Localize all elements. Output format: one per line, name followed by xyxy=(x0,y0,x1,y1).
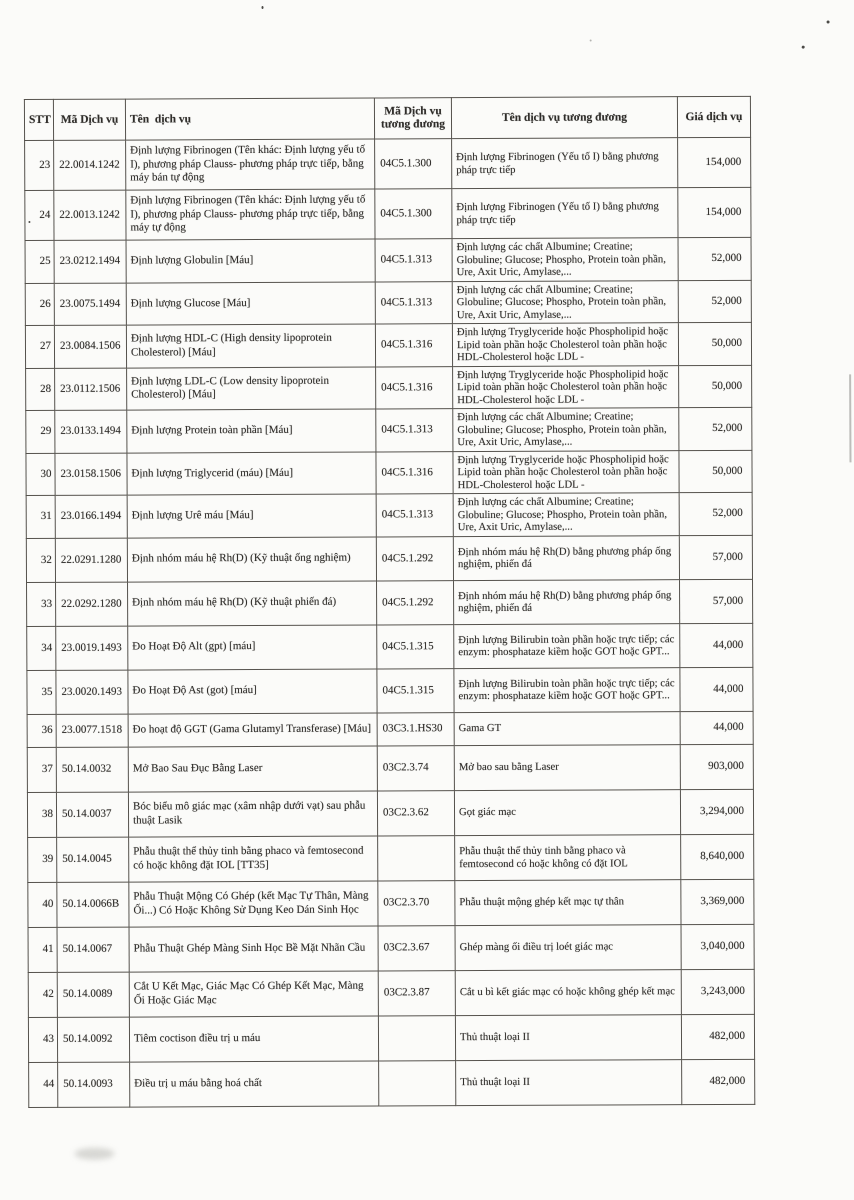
column-header-stt: STT xyxy=(24,99,53,140)
cell-service-name: Đo Hoạt Độ Alt (gpt) [máu] xyxy=(128,624,377,669)
cell-service-code: 23.0075.1494 xyxy=(54,283,126,326)
cell-equivalent-code: 04C5.1.315 xyxy=(377,668,454,712)
cell-equivalent-code: 04C5.1.300 xyxy=(375,189,452,239)
cell-price: 482,000 xyxy=(681,1014,754,1059)
cell-service-code: 22.0013.1242 xyxy=(54,190,126,240)
cell-service-code: 50.14.0092 xyxy=(57,1017,129,1062)
cell-equivalent-code: 04C5.1.300 xyxy=(375,139,452,189)
cell-service-code: 23.0158.1506 xyxy=(55,453,127,496)
cell-stt: 38 xyxy=(27,792,56,837)
cell-equivalent-code: 03C2.3.67 xyxy=(378,925,455,970)
cell-equivalent-name: Ghép màng ối điều trị loét giác mạc xyxy=(455,924,681,970)
cell-price: 44,000 xyxy=(680,623,753,667)
cell-service-name: Cắt U Kết Mạc, Giác Mạc Có Ghép Kết Mạc, Màng Ối Hoặc Giác Mạc xyxy=(129,970,378,1016)
cell-price: 50,000 xyxy=(678,322,751,365)
cell-price: 3,243,000 xyxy=(681,969,754,1014)
cell-price: 903,000 xyxy=(680,744,753,789)
cell-stt: 37 xyxy=(27,747,56,792)
cell-equivalent-name: Định nhóm máu hệ Rh(D) bằng phương pháp ống nghiệm, phiến đá xyxy=(453,535,679,580)
cell-service-name: Định nhóm máu hệ Rh(D) (Kỹ thuật ống nghiệm) xyxy=(127,536,376,581)
cell-service-name: Tiêm coctison điều trị u máu xyxy=(129,1015,378,1061)
cell-service-code: 22.0292.1280 xyxy=(56,582,128,626)
table-row xyxy=(25,280,751,326)
table-row xyxy=(28,969,754,1017)
cell-service-code: 22.0291.1280 xyxy=(55,538,127,582)
cell-equivalent-name: Thủ thuật loại II xyxy=(456,1059,682,1105)
cell-service-name: Đo Hoạt Độ Ast (got) [máu] xyxy=(128,668,377,713)
cell-service-name: Đo hoạt độ GGT (Gama Glutamyl Transferase) [Máu] xyxy=(128,712,377,746)
table-row xyxy=(25,187,751,240)
column-header-equivalent-name: Tên dịch vụ tương đương xyxy=(451,97,677,139)
cell-equivalent-code xyxy=(378,1015,455,1060)
cell-price: 52,000 xyxy=(678,237,751,280)
cell-service-code: 23.0077.1518 xyxy=(56,714,128,747)
cell-stt: 28 xyxy=(26,368,55,411)
cell-equivalent-code: 03C2.3.62 xyxy=(377,790,454,835)
table-row xyxy=(25,322,751,368)
cell-service-code: 23.0166.1494 xyxy=(55,495,127,538)
cell-equivalent-name: Phẫu thuật mộng ghép kết mạc tự thân xyxy=(455,879,681,925)
cell-equivalent-code: 03C3.1.HS30 xyxy=(377,712,454,745)
table-row xyxy=(29,1059,755,1107)
scan-speck xyxy=(261,6,263,9)
cell-equivalent-name: Cắt u bì kết giác mạc có hoặc không ghép kết mạc xyxy=(455,969,681,1015)
cell-stt: 30 xyxy=(26,453,55,496)
column-header-equivalent-code: Mã Dịch vụ tương đương xyxy=(374,98,451,139)
table-row xyxy=(26,535,752,582)
cell-service-name: Định lượng Glucose [Máu] xyxy=(126,281,375,325)
cell-service-name: Định lượng Fibrinogen (Tên khác: Định lượng yếu tố I), phương pháp Clauss- phương pháp trực tiếp, bằng máy bán tự động xyxy=(126,139,375,190)
cell-price: 3,294,000 xyxy=(680,789,753,834)
cell-service-name: Định lượng Fibrinogen (Tên khác: Định lượng yếu tố I), phương pháp Clauss- phương pháp trực tiếp, bằng máy tự động xyxy=(126,189,375,240)
table-row xyxy=(26,492,752,538)
column-header-service-name: Tên dịch vụ xyxy=(125,98,374,140)
cell-service-code: 50.14.0067 xyxy=(57,927,129,972)
scan-edge-artifact xyxy=(849,374,851,462)
cell-service-code: 23.0133.1494 xyxy=(55,410,127,453)
service-price-table xyxy=(24,96,755,1108)
cell-service-code: 23.0019.1493 xyxy=(56,626,128,670)
cell-price: 8,640,000 xyxy=(681,834,754,879)
table-row xyxy=(28,924,754,972)
cell-service-code: 23.0020.1493 xyxy=(56,670,128,714)
cell-equivalent-code: 04C5.1.315 xyxy=(377,624,454,668)
cell-stt: 39 xyxy=(28,837,57,882)
cell-equivalent-name: Định lượng Bilirubin toàn phần hoặc trực tiếp; các enzym: phosphataze kiềm hoặc GOT hoặc GPT... xyxy=(454,623,680,668)
column-header-price: Giá dịch vụ xyxy=(677,96,750,137)
column-header-service-code: Mã Dịch vụ xyxy=(53,99,125,140)
scan-speck xyxy=(590,40,592,42)
cell-service-name: Phẫu Thuật Mộng Có Ghép (kết Mạc Tự Thân, Màng Ối...) Có Hoặc Không Sử Dụng Keo Dán Sinh Học xyxy=(129,880,378,926)
cell-equivalent-code: 03C2.3.70 xyxy=(378,880,455,925)
cell-equivalent-code xyxy=(379,1060,456,1105)
cell-service-code: 50.14.0093 xyxy=(58,1062,130,1107)
cell-equivalent-code: 03C2.3.74 xyxy=(377,745,454,790)
table-row xyxy=(27,667,753,714)
cell-equivalent-name: Định lượng Tryglyceride hoặc Phospholipid hoặc Lipid toàn phần hoặc Cholesterol toàn phần hoặc HDL-Cholesterol hoặc LDL - xyxy=(453,450,679,493)
cell-price: 3,040,000 xyxy=(681,924,754,969)
cell-stt: 23 xyxy=(25,140,54,190)
cell-price: 57,000 xyxy=(680,579,753,623)
cell-equivalent-name: Mở bao sau bằng Laser xyxy=(454,744,680,790)
cell-equivalent-code: 04C5.1.313 xyxy=(376,409,453,452)
cell-price: 44,000 xyxy=(680,667,753,711)
cell-equivalent-code: 04C5.1.313 xyxy=(375,239,452,282)
cell-service-name: Định lượng LDL-C (Low density lipoprotein Cholesterol) [Máu] xyxy=(127,366,376,410)
cell-price: 52,000 xyxy=(679,492,752,535)
cell-stt: 31 xyxy=(26,495,55,538)
cell-stt: 24 xyxy=(25,190,54,240)
cell-price: 44,000 xyxy=(680,711,753,744)
cell-price: 482,000 xyxy=(682,1059,755,1104)
cell-price: 154,000 xyxy=(678,187,751,237)
cell-service-name: Định lượng HDL-C (High density lipoprotein Cholesterol) [Máu] xyxy=(126,324,375,368)
header-row xyxy=(24,96,750,140)
cell-stt: 32 xyxy=(26,538,55,582)
scan-smudge xyxy=(74,1148,114,1160)
cell-stt: 43 xyxy=(28,1017,57,1062)
cell-price: 3,369,000 xyxy=(681,879,754,924)
cell-equivalent-code: 04C5.1.316 xyxy=(375,324,452,367)
cell-service-name: Phẫu Thuật Ghép Màng Sinh Học Bề Mặt Nhãn Cầu xyxy=(129,925,378,971)
scan-speck xyxy=(827,21,830,24)
cell-service-name: Mở Bao Sau Đục Bằng Laser xyxy=(128,745,377,791)
table-row xyxy=(27,623,753,670)
cell-stt: 34 xyxy=(27,626,56,670)
table-row xyxy=(27,579,753,626)
cell-service-code: 50.14.0037 xyxy=(56,792,128,837)
cell-equivalent-name: Gọt giác mạc xyxy=(454,789,680,835)
cell-equivalent-name: Định lượng các chất Albumine; Creatine; Globuline; Glucose; Phospho, Protein toàn phần, Ure, Axit Uric, Amylase,... xyxy=(452,280,678,323)
cell-equivalent-code: 04C5.1.316 xyxy=(376,366,453,409)
cell-equivalent-name: Định nhóm máu hệ Rh(D) bằng phương pháp ống nghiệm, phiến đá xyxy=(454,579,680,624)
cell-service-code: 23.0212.1494 xyxy=(54,240,126,283)
cell-equivalent-code: 04C5.1.292 xyxy=(376,536,453,580)
cell-stt: 41 xyxy=(28,927,57,972)
cell-service-code: 50.14.0066B xyxy=(57,882,129,927)
cell-equivalent-code: 04C5.1.316 xyxy=(376,451,453,494)
cell-service-name: Định nhóm máu hệ Rh(D) (Kỹ thuật phiến đá) xyxy=(128,580,377,625)
cell-service-name: Phẫu thuật thể thủy tinh bằng phaco và femtosecond có hoặc không đặt IOL [TT35] xyxy=(129,835,378,881)
cell-price: 52,000 xyxy=(678,280,751,323)
table-row xyxy=(26,450,752,496)
cell-service-name: Điều trị u máu bằng hoá chất xyxy=(130,1060,379,1106)
cell-stt: 35 xyxy=(27,670,56,714)
cell-stt: 40 xyxy=(28,882,57,927)
cell-service-name: Định lượng Triglycerid (máu) [Máu] xyxy=(127,451,376,495)
cell-price: 154,000 xyxy=(678,137,751,187)
cell-service-code: 50.14.0032 xyxy=(56,747,128,792)
cell-price: 52,000 xyxy=(679,407,752,450)
cell-equivalent-name: Định lượng các chất Albumine; Creatine; Globuline; Glucose; Phospho, Protein toàn phần, Ure, Axit Uric, Amylase,... xyxy=(453,408,679,451)
cell-equivalent-name: Gama GT xyxy=(454,711,680,745)
table-row xyxy=(25,137,751,190)
table-row xyxy=(27,711,753,747)
cell-service-name: Định lượng Globulin [Máu] xyxy=(126,239,375,283)
cell-stt: 33 xyxy=(27,582,56,626)
cell-equivalent-code: 04C5.1.313 xyxy=(375,281,452,324)
cell-price: 50,000 xyxy=(679,365,752,408)
cell-equivalent-name: Định lượng các chất Albumine; Creatine; Globuline; Glucose; Phospho, Protein toàn phần, Ure, Axit Uric, Amylase,... xyxy=(453,493,679,536)
cell-equivalent-name: Thủ thuật loại II xyxy=(455,1014,681,1060)
cell-equivalent-name: Định lượng Fibrinogen (Yếu tố I) bằng phương pháp trực tiếp xyxy=(452,138,678,189)
cell-equivalent-code: 04C5.1.313 xyxy=(376,494,453,537)
table-row xyxy=(26,365,752,411)
table-row xyxy=(25,237,751,283)
cell-price: 50,000 xyxy=(679,450,752,493)
cell-service-name: Định lượng Urê máu [Máu] xyxy=(127,494,376,538)
cell-stt: 26 xyxy=(25,283,54,326)
table-row xyxy=(27,744,753,792)
cell-service-code: 22.0014.1242 xyxy=(54,140,126,190)
cell-stt: 29 xyxy=(26,410,55,453)
cell-service-code: 23.0112.1506 xyxy=(55,368,127,411)
cell-price: 57,000 xyxy=(679,535,752,579)
cell-equivalent-code xyxy=(378,835,455,880)
cell-stt: 27 xyxy=(25,325,54,368)
cell-equivalent-name: Định lượng Fibrinogen (Yếu tố I) bằng phương pháp trực tiếp xyxy=(452,188,678,239)
table-row xyxy=(28,1014,754,1062)
cell-stt: 42 xyxy=(28,972,57,1017)
cell-equivalent-name: Định lượng Tryglyceride hoặc Phospholipid hoặc Lipid toàn phần hoặc Cholesterol toàn phần hoặc HDL-Cholesterol hoặc LDL - xyxy=(453,365,679,408)
cell-equivalent-name: Định lượng Tryglyceride hoặc Phospholipid hoặc Lipid toàn phần hoặc Cholesterol toàn phần hoặc HDL-Cholesterol hoặc LDL - xyxy=(452,323,678,366)
table-row xyxy=(26,407,752,453)
cell-stt: 25 xyxy=(25,240,54,283)
scan-speck xyxy=(801,45,805,49)
cell-service-name: Định lượng Protein toàn phần [Máu] xyxy=(127,409,376,453)
cell-service-code: 50.14.0045 xyxy=(57,837,129,882)
table-row xyxy=(27,789,753,837)
cell-stt: 36 xyxy=(27,714,56,747)
cell-equivalent-code: 03C2.3.87 xyxy=(378,970,455,1015)
cell-stt: 44 xyxy=(29,1062,58,1107)
cell-service-code: 23.0084.1506 xyxy=(54,325,126,368)
table-row xyxy=(28,834,754,882)
cell-equivalent-name: Định lượng Bilirubin toàn phần hoặc trực tiếp; các enzym: phosphataze kiềm hoặc GOT hoặc GPT... xyxy=(454,667,680,712)
cell-equivalent-name: Phẫu thuật thể thủy tinh bằng phaco và femtosecond có hoặc không có đặt IOL xyxy=(455,834,681,880)
cell-equivalent-name: Định lượng các chất Albumine; Creatine; Globuline; Glucose; Phospho, Protein toàn phần, Ure, Axit Uric, Amylase,... xyxy=(452,238,678,281)
table-row xyxy=(28,879,754,927)
cell-service-name: Bóc biểu mô giác mạc (xâm nhập dưới vạt) sau phẫu thuật Lasik xyxy=(128,790,377,836)
cell-service-code: 50.14.0089 xyxy=(57,972,129,1017)
cell-equivalent-code: 04C5.1.292 xyxy=(377,580,454,624)
